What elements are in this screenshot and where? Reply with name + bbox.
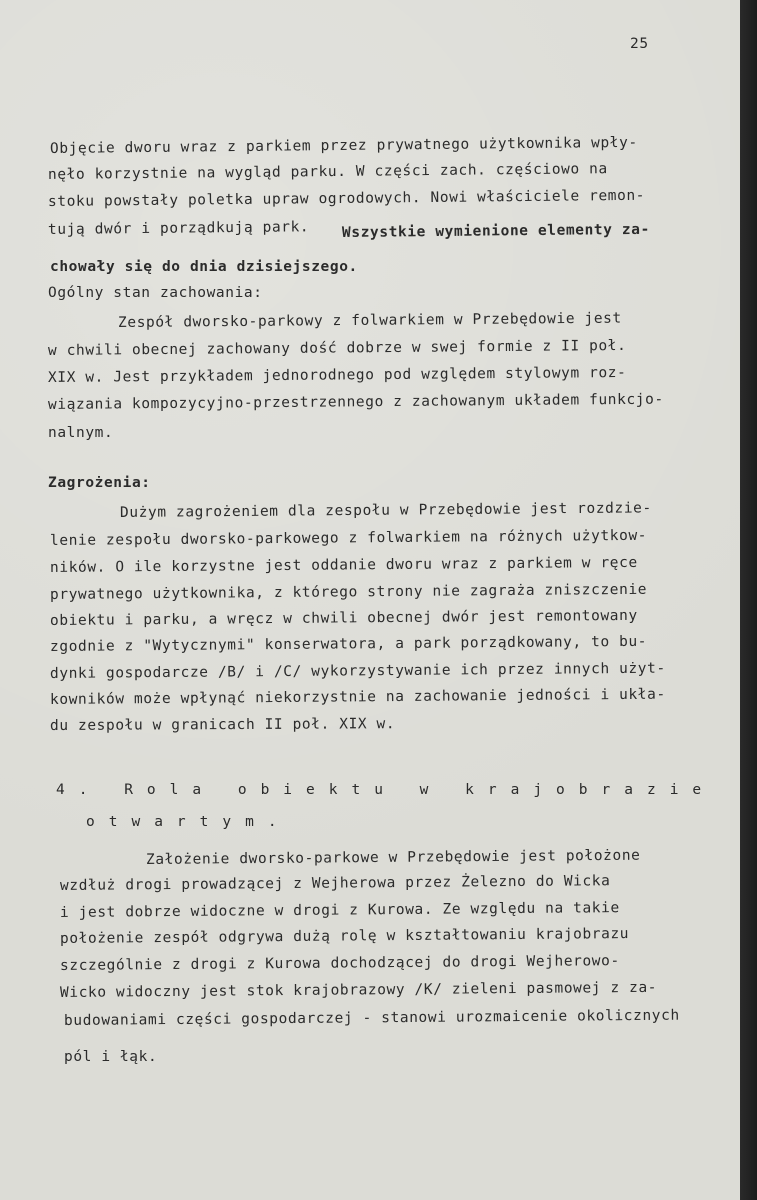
paragraph-line: Zespół dworsko-parkowy z folwarkiem w Przebędowie jest [117,310,622,331]
paragraph-line: ników. O ile korzystne jest oddanie dworu wraz z parkiem w ręce [49,554,638,576]
paragraph-line: wiązania kompozycyjno-przestrzennego z zachowanym układem funkcjo- [47,391,664,413]
bold-note-continuation: Wszystkie wymienione elementy za- [341,221,650,241]
paragraph-line: dynki gospodarcze /B/ i /C/ wykorzystywanie ich przez innych użyt- [49,660,666,682]
paragraph-line: XIX w. Jest przykładem jednorodnego pod względem stylowym roz- [47,364,627,386]
bold-note-line: chowały się do dnia dzisiejszego. [50,259,358,275]
paragraph-line: szczególnie z drogi z Kurowa dochodzącej do drogi Wejherowo- [59,953,620,974]
paragraph-line: Założenie dworsko-parkowe w Przebędowie jest położone [145,847,641,868]
paragraph-line: budowaniami części gospodarczej - stanowi urozmaicenie okolicznych [63,1007,680,1029]
paragraph-line: Wicko widoczny jest stok krajobrazowy /K/ zieleni pasmowej z za- [59,979,658,1001]
section-4-heading: 4. Rola obiektu w krajobrazie [56,782,716,798]
paragraph-line: kowników może wpłynąć niekorzystnie na zachowanie jedności i ukła- [49,686,666,708]
section-heading: Ogólny stan zachowania: [48,285,263,301]
paragraph-line: nęło korzystnie na wygląd parku. W części zach. częściowo na [47,161,608,183]
page-number: 25 [630,36,649,52]
scan-dark-edge [740,0,757,1200]
paragraph-line: prywatnego użytkownika, z którego strony nie zagraża zniszczenie [49,581,648,603]
paragraph-line: w chwili obecnej zachowany dość dobrze w swej formie z II poł. [47,337,627,359]
paragraph-line: położenie zespół odgrywa dużą rolę w kształtowaniu krajobrazu [59,926,630,947]
paragraph-line: tują dwór i porządkują park. [47,219,310,238]
paragraph-line: lenie zespołu dworsko-parkowego z folwarkiem na różnych użytkow- [49,527,648,549]
paragraph-line: Dużym zagrożeniem dla zespołu w Przebędowie jest rozdzie- [119,500,652,521]
section-heading: Zagrożenia: [48,475,151,491]
paragraph-line: zgodnie z "Wytycznymi" konserwatora, a park porządkowany, to bu- [49,633,648,655]
paragraph-line: i jest dobrze widoczne w drogi z Kurowa. Ze względu na takie [59,900,620,921]
paragraph-line: nalnym. [48,425,114,441]
paragraph-line: stoku powstały poletka upraw ogrodowych. Nowi właściciele remon- [47,187,646,210]
paragraph-line: Objęcie dworu wraz z parkiem przez prywatnego użytkownika wpły- [49,134,638,157]
section-4-heading-continued: otwartym. [86,814,291,830]
paragraph-line: wzdłuż drogi prowadzącej z Wejherowa przez Żelezno do Wicka [59,873,611,894]
paragraph-line: pól i łąk. [64,1049,158,1065]
paragraph-line: du zespołu w granicach II poł. XIX w. [49,716,396,734]
paragraph-line: obiektu i parku, a wręcz w chwili obecnej dwór jest remontowany [49,607,638,629]
